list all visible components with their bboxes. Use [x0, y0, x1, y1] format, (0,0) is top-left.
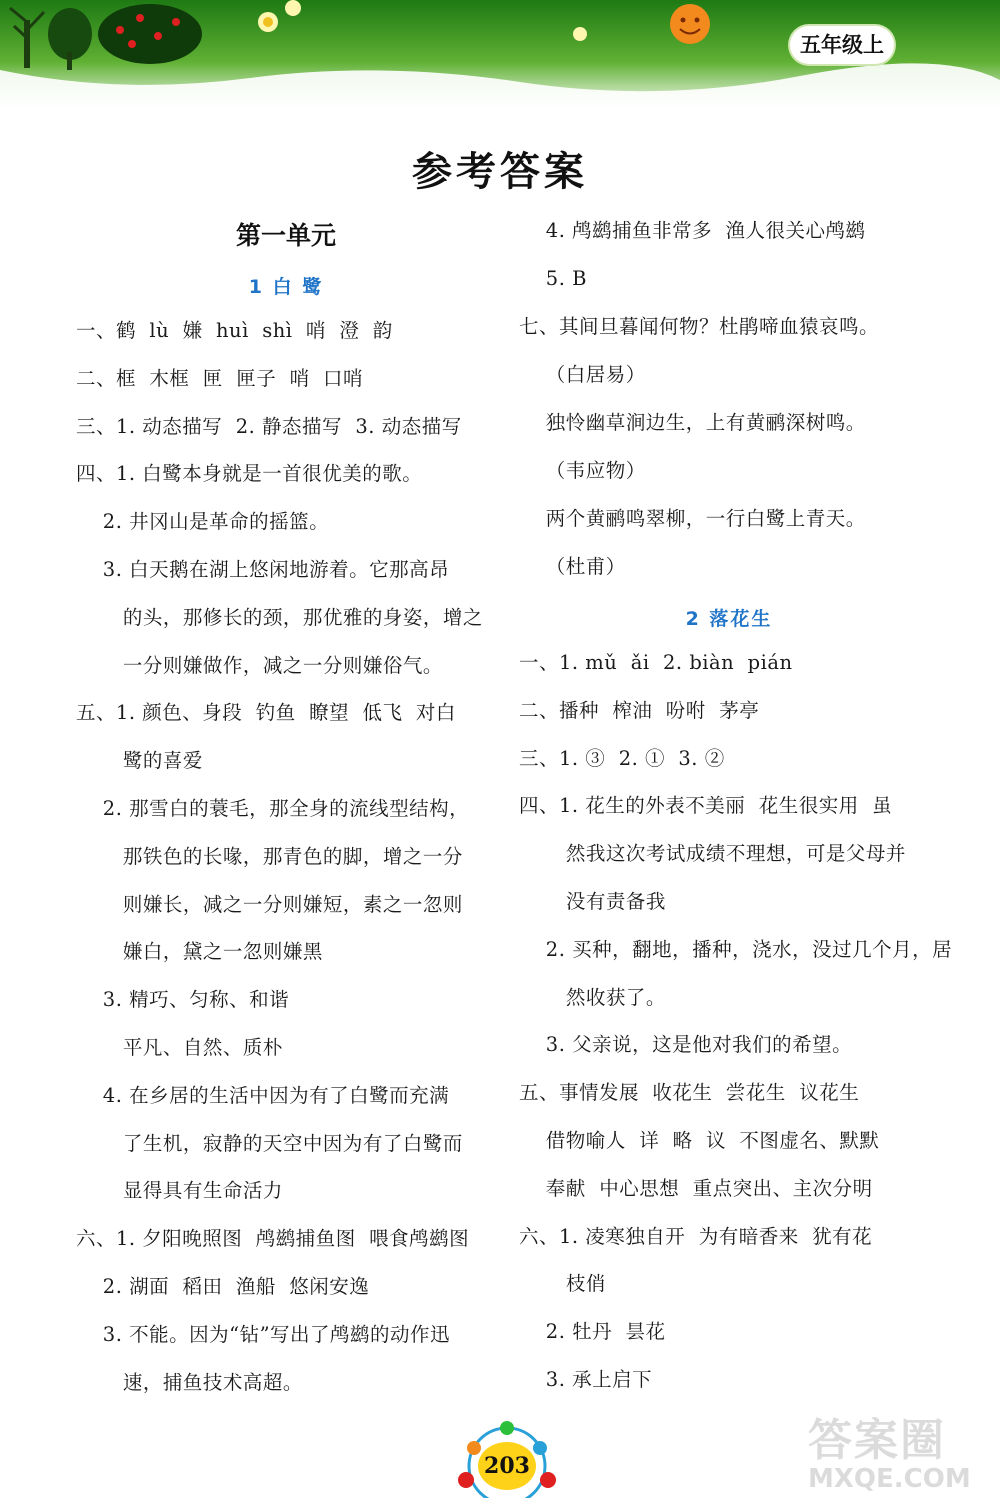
answer-line: 3. 白天鹅在湖上悠闲地游着。它那高昂	[76, 558, 450, 581]
answer-line: 六、1. 凌寒独自开 为有暗香来 犹有花	[519, 1224, 873, 1248]
grade-badge: 五年级上	[790, 26, 894, 64]
answer-line: 二、播种 榨油 吩咐 茅亭	[519, 698, 760, 722]
answer-line: 的头，那修长的颈，那优雅的身姿，增之	[76, 605, 483, 629]
answer-line: （白居易）	[519, 363, 646, 386]
answer-line: 枝俏	[519, 1272, 606, 1296]
answer-line: （杜甫）	[519, 555, 626, 578]
answer-line: 四、1. 花生的外表不美丽 花生很实用 虽	[519, 794, 893, 818]
answer-line: 奉献 中心思想 重点突出、主次分明	[519, 1176, 873, 1200]
answer-line: 独怜幽草涧边生，上有黄鹂深树鸣。	[519, 411, 866, 434]
header-banner	[0, 0, 1000, 112]
page-title: 参考答案	[412, 149, 588, 195]
page-number: 203	[478, 1442, 536, 1490]
answer-line: 了生机，寂静的天空中因为有了白鹭而	[76, 1131, 463, 1155]
watermark-logo-text: 答案圈	[808, 1415, 946, 1466]
lesson-title: 1 白 鹭	[248, 276, 324, 298]
answer-line: 平凡、自然、质朴	[76, 1036, 283, 1059]
answer-line: 4. 鸬鹚捕鱼非常多 渔人很关心鸬鹚	[519, 219, 866, 242]
lesson-title: 2 落花生	[685, 608, 773, 630]
watermark-url: MXQE.COM	[808, 1464, 971, 1494]
answer-line: 嫌白，黛之一忽则嫌黑	[76, 940, 323, 964]
page-number-badge	[452, 1418, 562, 1498]
answer-line: 五、1. 颜色、身段 钓鱼 瞭望 低飞 对白	[76, 701, 456, 725]
answer-line: 3. 不能。因为“钻”写出了鸬鹚的动作迅	[76, 1322, 451, 1346]
answer-line: 一、鹤 lù 嫌 huì shì 哨 澄 韵	[76, 319, 393, 342]
answer-line: 那铁色的长喙，那青色的脚，增之一分	[76, 844, 463, 868]
answer-line: 六、1. 夕阳晚照图 鸬鹚捕鱼图 喂食鸬鹚图	[76, 1227, 470, 1251]
answer-line: 2. 那雪白的蓑毛，那全身的流线型结构，	[76, 797, 470, 820]
watermark	[808, 1404, 998, 1496]
answer-line: 速，捕鱼技术高超。	[76, 1370, 303, 1394]
berry-bush-icon	[98, 4, 202, 64]
answer-line: 一、1. mǔ ǎi 2. biàn pián	[519, 651, 793, 674]
answer-line: 没有责备我	[519, 890, 666, 913]
answer-line: 显得具有生命活力	[76, 1179, 283, 1203]
unit-title: 第一单元	[235, 221, 336, 250]
answer-line: 三、1. 动态描写 2. 静态描写 3. 动态描写	[76, 414, 462, 438]
answer-line: （韦应物）	[519, 459, 646, 482]
answer-line: 四、1. 白鹭本身就是一首很优美的歌。	[76, 462, 423, 486]
answer-line: 2. 井冈山是革命的摇篮。	[76, 510, 330, 534]
answer-line: 4. 在乡居的生活中因为有了白鹭而充满	[76, 1083, 450, 1107]
answer-line: 鹭的喜爱	[76, 749, 203, 773]
answer-line: 一分则嫌做作，减之一分则嫌俗气。	[76, 653, 443, 677]
answer-line: 五、事情发展 收花生 尝花生 议花生	[519, 1081, 860, 1105]
answer-line: 2. 买种，翻地，播种，浇水，没过几个月，居	[519, 937, 953, 961]
answer-line: 然我这次考试成绩不理想，可是父母并	[519, 842, 906, 866]
answer-line: 3. 承上启下	[519, 1368, 653, 1391]
answer-line: 5. B	[519, 267, 587, 290]
sun-face-icon	[670, 4, 710, 44]
answer-line: 3. 父亲说，这是他对我们的希望。	[519, 1033, 853, 1057]
answer-line: 二、框 木框 匣 匣子 哨 口哨	[76, 366, 363, 390]
answer-line: 2. 湖面 稻田 渔船 悠闲安逸	[76, 1275, 370, 1298]
answer-line: 七、其间旦暮闻何物？杜鹃啼血猿哀鸣。	[519, 315, 880, 338]
answer-line: 两个黄鹂鸣翠柳，一行白鹭上青天。	[519, 507, 866, 530]
answer-line: 2. 牡丹 昙花	[519, 1320, 666, 1344]
answer-line: 借物喻人 详 略 议 不图虚名、默默	[519, 1129, 880, 1152]
answer-line: 三、1. ③ 2. ① 3. ②	[519, 746, 725, 770]
answer-line: 然收获了。	[519, 985, 666, 1009]
answer-line: 3. 精巧、匀称、和谐	[76, 988, 290, 1012]
answer-line: 则嫌长，减之一分则嫌短，素之一忽则	[76, 892, 463, 916]
